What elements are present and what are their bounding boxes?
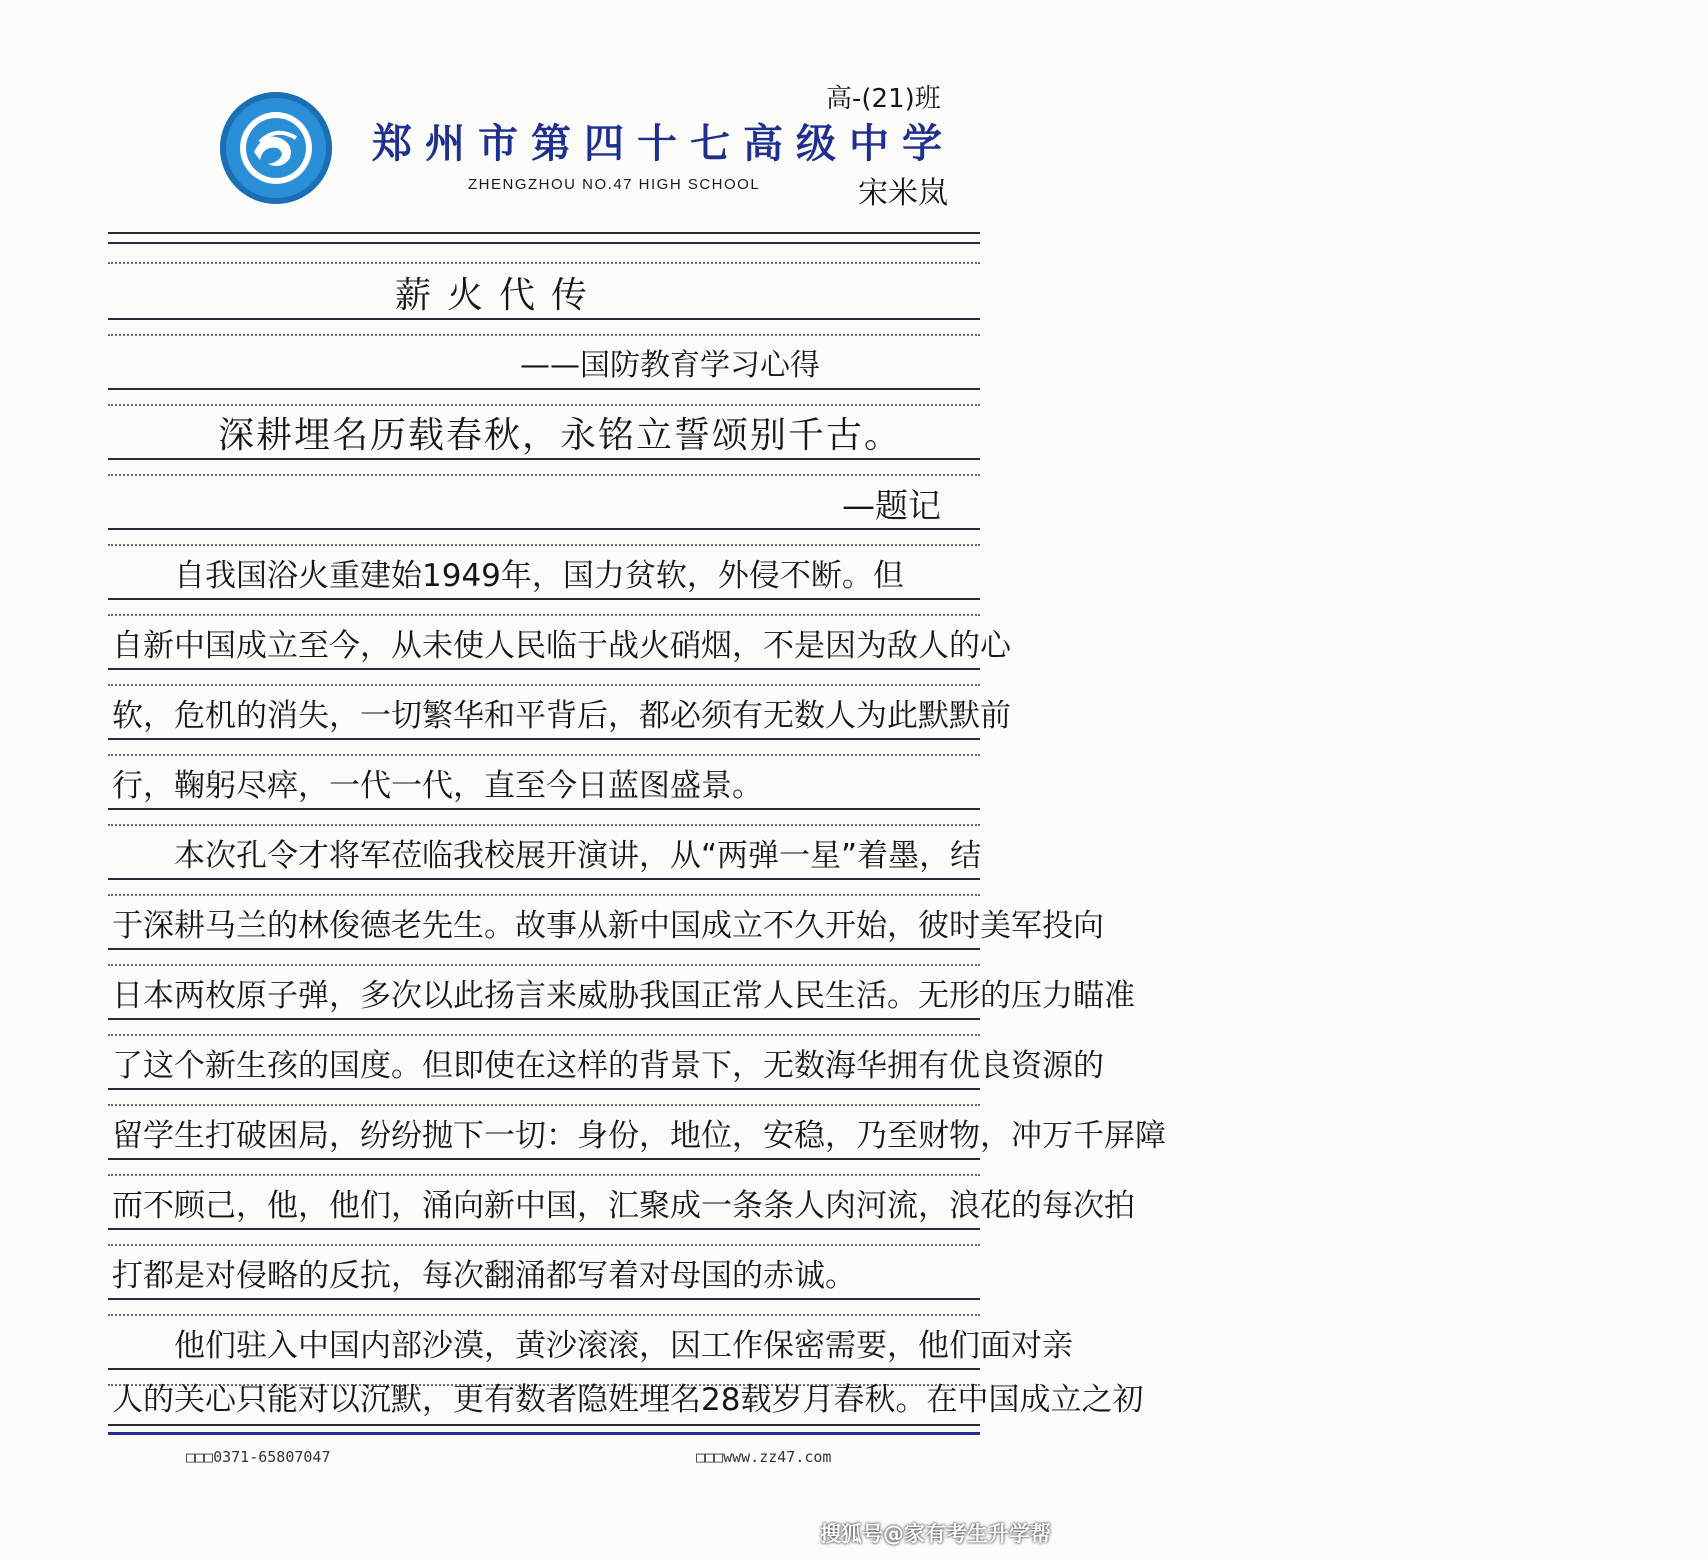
solid-rule bbox=[108, 668, 980, 670]
header-rule bbox=[108, 232, 980, 234]
school-name-en: ZHENGZHOU NO.47 HIGH SCHOOL bbox=[468, 176, 761, 193]
essay-line: 打都是对侵略的反抗，每次翻涌都写着对母国的赤诚。 bbox=[112, 1258, 856, 1294]
epigraph-source: —题记 bbox=[842, 486, 941, 525]
solid-rule bbox=[108, 948, 980, 950]
solid-rule bbox=[108, 1368, 980, 1370]
essay-line: 软，危机的消失，一切繁华和平背后，都必须有无数人为此默默前 bbox=[112, 698, 1011, 734]
essay-line: 留学生打破困局，纷纷抛下一切：身份，地位，安稳，乃至财物，冲万千屏障 bbox=[112, 1118, 1166, 1154]
dotted-rule bbox=[108, 1104, 980, 1106]
dotted-rule bbox=[108, 544, 980, 546]
epigraph: 深耕埋名历载春秋，永铭立誓颂别千古。 bbox=[218, 415, 903, 456]
solid-rule bbox=[108, 808, 980, 810]
header-rule bbox=[108, 242, 980, 244]
dotted-rule bbox=[108, 1244, 980, 1246]
solid-rule bbox=[108, 1228, 980, 1230]
solid-rule bbox=[108, 1018, 980, 1020]
dotted-rule bbox=[108, 1034, 980, 1036]
school-logo bbox=[220, 92, 332, 204]
source-watermark: 搜狐号@家有考生升学帮 bbox=[820, 1522, 1051, 1546]
solid-rule bbox=[108, 878, 980, 880]
essay-line: 了这个新生孩的国度。但即使在这样的背景下，无数海华拥有优良资源的 bbox=[112, 1048, 1104, 1084]
solid-rule bbox=[108, 1088, 980, 1090]
footer-phone: □□□0371-65807047 bbox=[186, 1448, 331, 1466]
dotted-rule bbox=[108, 614, 980, 616]
solid-rule bbox=[108, 388, 980, 390]
solid-rule bbox=[108, 458, 980, 460]
solid-rule bbox=[108, 738, 980, 740]
footer-rule bbox=[108, 1432, 980, 1435]
footer-rule bbox=[108, 1424, 980, 1426]
essay-line: 自我国浴火重建始1949年，国力贫软，外侵不断。但 bbox=[112, 558, 904, 594]
dotted-rule bbox=[108, 754, 980, 756]
student-name: 宋米岚 bbox=[858, 176, 948, 211]
solid-rule bbox=[108, 1298, 980, 1300]
dotted-rule bbox=[108, 474, 980, 476]
dotted-rule bbox=[108, 964, 980, 966]
dotted-rule bbox=[108, 824, 980, 826]
essay-line: 日本两枚原子弹，多次以此扬言来威胁我国正常人民生活。无形的压力瞄准 bbox=[112, 978, 1135, 1014]
dotted-rule bbox=[108, 404, 980, 406]
dotted-rule bbox=[108, 334, 980, 336]
dotted-rule bbox=[108, 1314, 980, 1316]
essay-line: 而不顾己，他，他们，涌向新中国，汇聚成一条条人肉河流，浪花的每次拍 bbox=[112, 1188, 1135, 1224]
class-note: 高-(21)班 bbox=[826, 84, 941, 114]
dotted-rule bbox=[108, 1174, 980, 1176]
essay-subtitle: ——国防教育学习心得 bbox=[520, 348, 820, 383]
dotted-rule bbox=[108, 684, 980, 686]
school-name-cn: 郑州市第四十七高级中学 bbox=[372, 120, 955, 167]
essay-title: 薪火代传 bbox=[395, 275, 604, 316]
essay-line: 本次孔令才将军莅临我校展开演讲，从“两弹一星”着墨，结 bbox=[112, 838, 982, 874]
essay-line: 人的关心只能对以沉默，更有数者隐姓埋名28载岁月春秋。在中国成立之初 bbox=[112, 1382, 1144, 1418]
essay-line: 他们驻入中国内部沙漠，黄沙滚滚，因工作保密需要，他们面对亲 bbox=[112, 1328, 1073, 1364]
dotted-rule bbox=[108, 262, 980, 264]
dotted-rule bbox=[108, 894, 980, 896]
solid-rule bbox=[108, 318, 980, 320]
footer-website: □□□www.zz47.com bbox=[696, 1448, 832, 1466]
essay-line: 行，鞠躬尽瘁，一代一代，直至今日蓝图盛景。 bbox=[112, 768, 763, 804]
essay-line: 自新中国成立至今，从未使人民临于战火硝烟，不是因为敌人的心 bbox=[112, 628, 1011, 664]
solid-rule bbox=[108, 528, 980, 530]
solid-rule bbox=[108, 1158, 980, 1160]
solid-rule bbox=[108, 598, 980, 600]
essay-line: 于深耕马兰的林俊德老先生。故事从新中国成立不久开始，彼时美军投向 bbox=[112, 908, 1104, 944]
